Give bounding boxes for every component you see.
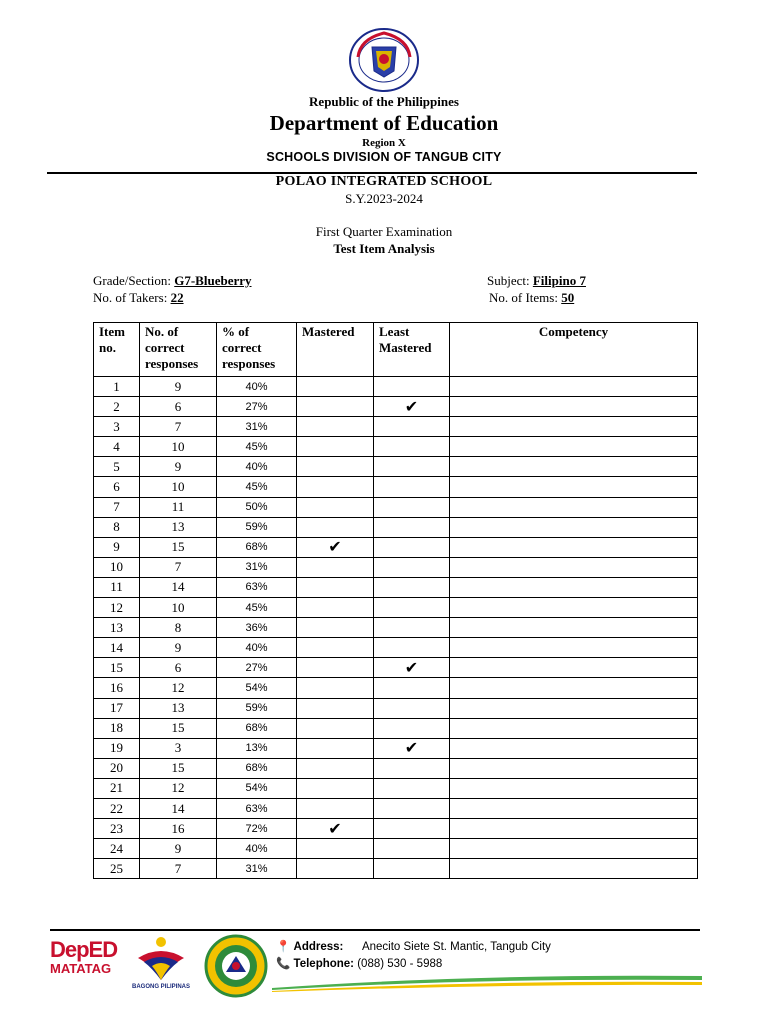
cell-item-no: 11 [94,577,140,597]
cell-correct-responses: 10 [140,598,217,618]
cell-mastered [297,577,374,597]
table-row [94,839,698,859]
cell-mastered: ✔ [297,819,374,839]
bagong-pilipinas-text: BAGONG PILIPINAS [131,984,190,990]
cell-item-no: 3 [94,417,140,437]
cell-mastered [297,618,374,638]
cell-correct-responses: 13 [140,517,217,537]
cell-percent-correct: 45% [217,477,297,497]
address-value: Anecito Siete St. Mantic, Tangub City [361,941,551,953]
cell-least-mastered [374,377,450,397]
cell-correct-responses: 6 [140,397,217,417]
cell-mastered [297,377,374,397]
region-line: Region X [362,137,406,149]
cell-correct-responses: 7 [140,417,217,437]
cell-least-mastered [374,417,450,437]
cell-mastered [297,417,374,437]
items-count [489,290,574,306]
table-row [94,618,698,638]
cell-correct-responses: 15 [140,718,217,738]
cell-competency [450,477,698,497]
division-seal-icon [204,934,268,998]
cell-mastered [297,778,374,798]
exam-name: First Quarter Examination [315,224,453,239]
cell-percent-correct: 27% [217,397,297,417]
cell-correct-responses: 16 [140,819,217,839]
cell-correct-responses: 9 [140,377,217,397]
table-row [94,477,698,497]
telephone-line [276,956,551,973]
cell-correct-responses: 12 [140,678,217,698]
cell-competency [450,557,698,577]
cell-competency [450,457,698,477]
cell-item-no: 21 [94,778,140,798]
cell-item-no: 12 [94,598,140,618]
cell-correct-responses: 6 [140,658,217,678]
cell-percent-correct: 36% [217,618,297,638]
table-row [94,497,698,517]
items-label: No. of Items: [489,290,558,305]
table-row [94,638,698,658]
cell-item-no: 5 [94,457,140,477]
school-year: S.Y.2023-2024 [345,191,423,206]
address-label: Address: [293,941,344,953]
cell-item-no: 17 [94,698,140,718]
cell-item-no: 13 [94,618,140,638]
table-row [94,537,698,557]
cell-mastered [297,517,374,537]
cell-percent-correct: 63% [217,577,297,597]
cell-mastered [297,477,374,497]
deped-seal-icon [348,27,420,93]
cell-least-mastered [374,577,450,597]
cell-least-mastered [374,678,450,698]
cell-percent-correct: 40% [217,839,297,859]
bagong-pilipinas-icon [124,934,198,984]
cell-percent-correct: 31% [217,859,297,879]
cell-item-no: 2 [94,397,140,417]
cell-item-no: 10 [94,557,140,577]
matatag-logo-text: MATATAG [50,961,112,976]
cell-least-mastered [374,819,450,839]
cell-percent-correct: 40% [217,457,297,477]
table-row [94,819,698,839]
col-competency: Competency [450,323,698,377]
cell-least-mastered: ✔ [374,738,450,758]
takers-count [93,290,184,306]
col-item-no: Item no. [94,323,140,377]
cell-percent-correct: 54% [217,778,297,798]
cell-competency [450,517,698,537]
cell-least-mastered [374,638,450,658]
subject-value: Filipino 7 [532,273,586,288]
items-value: 50 [561,290,575,305]
cell-correct-responses: 7 [140,859,217,879]
cell-percent-correct: 68% [217,758,297,778]
cell-competency [450,377,698,397]
cell-percent-correct: 59% [217,698,297,718]
col-mastered: Mastered [297,323,374,377]
cell-competency [450,839,698,859]
cell-least-mastered [374,457,450,477]
cell-item-no: 25 [94,859,140,879]
deped-logo-text: DepED [50,937,118,962]
table-row [94,658,698,678]
cell-percent-correct: 31% [217,417,297,437]
cell-item-no: 19 [94,738,140,758]
cell-correct-responses: 13 [140,698,217,718]
cell-percent-correct: 59% [217,517,297,537]
cell-competency [450,758,698,778]
cell-competency [450,798,698,818]
cell-competency [450,618,698,638]
cell-correct-responses: 7 [140,557,217,577]
cell-correct-responses: 15 [140,537,217,557]
table-row [94,577,698,597]
cell-correct-responses: 8 [140,618,217,638]
cell-competency [450,437,698,457]
cell-item-no: 6 [94,477,140,497]
cell-least-mastered [374,698,450,718]
cell-least-mastered [374,758,450,778]
cell-percent-correct: 31% [217,557,297,577]
cell-item-no: 7 [94,497,140,517]
cell-percent-correct: 27% [217,658,297,678]
cell-mastered [297,437,374,457]
grade-section [93,273,252,289]
cell-least-mastered [374,798,450,818]
table-row [94,517,698,537]
division-line: SCHOOLS DIVISION OF TANGUB CITY [266,150,502,164]
cell-least-mastered [374,839,450,859]
takers-label: No. of Takers: [93,290,168,305]
cell-competency [450,417,698,437]
cell-percent-correct: 54% [217,678,297,698]
subject-info [487,273,586,289]
cell-percent-correct: 40% [217,638,297,658]
cell-percent-correct: 45% [217,598,297,618]
cell-mastered [297,859,374,879]
cell-competency [450,698,698,718]
table-row [94,437,698,457]
cell-correct-responses: 11 [140,497,217,517]
cell-least-mastered [374,718,450,738]
table-row [94,457,698,477]
cell-correct-responses: 9 [140,839,217,859]
cell-least-mastered [374,437,450,457]
cell-competency [450,778,698,798]
cell-item-no: 8 [94,517,140,537]
table-row [94,798,698,818]
cell-correct-responses: 14 [140,798,217,818]
col-percent-correct: % of correct responses [217,323,297,377]
cell-mastered [297,457,374,477]
table-row [94,678,698,698]
table-row [94,758,698,778]
cell-least-mastered [374,859,450,879]
cell-least-mastered: ✔ [374,397,450,417]
cell-competency [450,819,698,839]
table-row [94,778,698,798]
table-row [94,417,698,437]
cell-mastered [297,397,374,417]
cell-least-mastered [374,477,450,497]
cell-least-mastered [374,497,450,517]
document-title: Test Item Analysis [333,241,435,256]
table-header-row [94,323,698,377]
footer-divider [50,929,700,931]
cell-competency [450,397,698,417]
cell-item-no: 22 [94,798,140,818]
cell-mastered: ✔ [297,537,374,557]
cell-competency [450,738,698,758]
contact-info [276,939,551,973]
cell-competency [450,658,698,678]
cell-item-no: 15 [94,658,140,678]
table-row [94,738,698,758]
deped-matatag-logo [50,938,120,976]
cell-least-mastered [374,517,450,537]
address-line [276,939,551,956]
takers-value: 22 [170,290,184,305]
cell-least-mastered [374,598,450,618]
cell-correct-responses: 15 [140,758,217,778]
cell-correct-responses: 9 [140,638,217,658]
cell-competency [450,638,698,658]
cell-percent-correct: 72% [217,819,297,839]
bagong-pilipinas-logo [124,934,198,998]
cell-item-no: 20 [94,758,140,778]
cell-mastered [297,678,374,698]
cell-correct-responses: 10 [140,477,217,497]
table-row [94,718,698,738]
cell-percent-correct: 68% [217,718,297,738]
cell-mastered [297,798,374,818]
cell-competency [450,598,698,618]
cell-item-no: 24 [94,839,140,859]
cell-competency [450,678,698,698]
cell-competency [450,497,698,517]
cell-item-no: 9 [94,537,140,557]
cell-mastered [297,638,374,658]
cell-item-no: 14 [94,638,140,658]
republic-line: Republic of the Philippines [309,94,459,109]
col-correct-responses: No. of correct responses [140,323,217,377]
table-row [94,598,698,618]
telephone-label: Telephone: [293,958,355,970]
cell-competency [450,859,698,879]
cell-mastered [297,698,374,718]
cell-correct-responses: 10 [140,437,217,457]
cell-mastered [297,658,374,678]
col-least-mastered: Least Mastered [374,323,450,377]
cell-mastered [297,738,374,758]
cell-least-mastered [374,557,450,577]
footer-swoosh [272,972,702,992]
cell-least-mastered [374,618,450,638]
cell-mastered [297,598,374,618]
department-title: Department of Education [269,111,499,135]
table-row [94,859,698,879]
cell-mastered [297,557,374,577]
grade-label: Grade/Section: [93,273,171,288]
cell-percent-correct: 68% [217,537,297,557]
cell-correct-responses: 3 [140,738,217,758]
cell-percent-correct: 63% [217,798,297,818]
cell-mastered [297,497,374,517]
cell-percent-correct: 13% [217,738,297,758]
map-pin-icon: 📍 [276,941,291,953]
cell-least-mastered: ✔ [374,658,450,678]
table-row [94,377,698,397]
cell-item-no: 23 [94,819,140,839]
cell-percent-correct: 40% [217,377,297,397]
cell-least-mastered [374,778,450,798]
telephone-value: (088) 530 - 5988 [357,958,443,970]
cell-percent-correct: 50% [217,497,297,517]
table-row [94,698,698,718]
cell-item-no: 16 [94,678,140,698]
grade-value: G7-Blueberry [174,273,252,288]
cell-item-no: 1 [94,377,140,397]
table-body [94,377,698,879]
cell-mastered [297,718,374,738]
cell-correct-responses: 12 [140,778,217,798]
cell-percent-correct: 45% [217,437,297,457]
cell-competency [450,718,698,738]
cell-correct-responses: 9 [140,457,217,477]
table-row [94,397,698,417]
cell-least-mastered [374,537,450,557]
cell-item-no: 4 [94,437,140,457]
school-name: POLAO INTEGRATED SCHOOL [275,174,493,189]
cell-mastered [297,839,374,859]
item-analysis-table [93,322,698,879]
cell-competency [450,577,698,597]
subject-label: Subject: [487,273,530,288]
cell-item-no: 18 [94,718,140,738]
cell-mastered [297,758,374,778]
table-row [94,557,698,577]
cell-competency [450,537,698,557]
cell-correct-responses: 14 [140,577,217,597]
phone-icon: 📞 [276,958,291,970]
